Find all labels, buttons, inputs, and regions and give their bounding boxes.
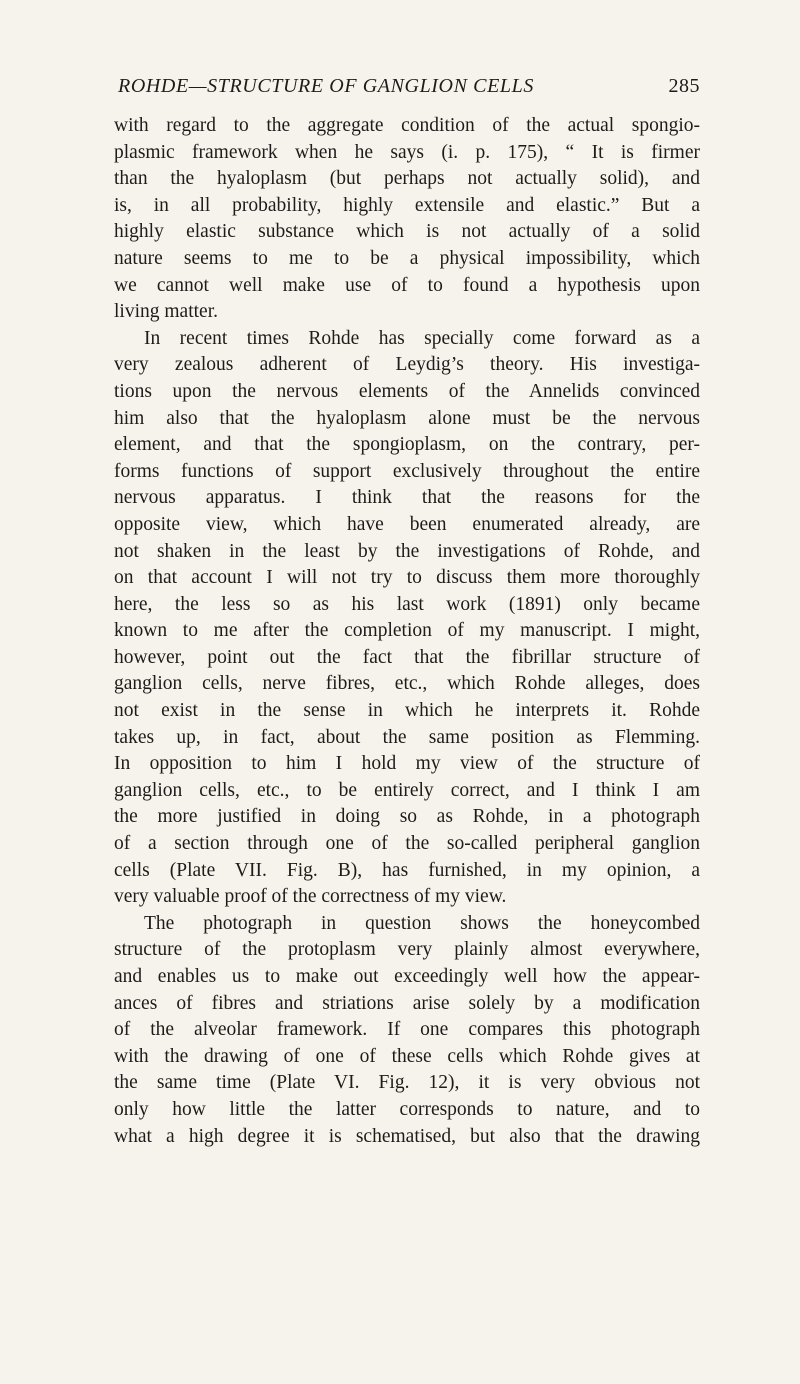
body-text (114, 113, 700, 1150)
text-line: of a section through one of the so-called peripheral ganglion (114, 833, 700, 855)
text-line: him also that the hyaloplasm alone must be the nervous (114, 407, 700, 429)
text-line: with the drawing of one of these cells which Rohde gives at (114, 1045, 700, 1067)
text-line: ganglion cells, etc., to be entirely correct, and I think I am (114, 779, 700, 801)
text-line: living matter. (114, 301, 218, 323)
text-line: here, the less so as his last work (1891) only became (114, 593, 700, 615)
text-line: of the alveolar framework. If one compares this photograph (114, 1019, 700, 1041)
text-line: known to me after the completion of my manuscript. I might, (114, 620, 700, 642)
text-line: on that account I will not try to discuss them more thoroughly (114, 567, 700, 589)
text-line: we cannot well make use of to found a hypothesis upon (114, 274, 700, 296)
text-line: the more justified in doing so as Rohde, in a photograph (114, 806, 700, 828)
text-line: nervous apparatus. I think that the reasons for the (114, 487, 700, 509)
text-line: than the hyaloplasm (but perhaps not actually solid), and (114, 168, 700, 190)
text-line: highly elastic substance which is not actually of a solid (114, 221, 700, 243)
text-line: The photograph in question shows the honeycombed (144, 912, 700, 934)
text-line: not exist in the sense in which he interprets it. Rohde (114, 700, 700, 722)
text-line: In recent times Rohde has specially come forward as a (144, 327, 700, 349)
text-line: what a high degree it is schematised, but also that the drawing (114, 1125, 700, 1147)
text-line: however, point out the fact that the fibrillar structure of (114, 646, 700, 668)
text-line: only how little the latter corresponds to nature, and to (114, 1098, 700, 1120)
running-title: ROHDE—STRUCTURE OF GANGLION CELLS (118, 75, 534, 97)
book-page (114, 75, 700, 1150)
text-line: very valuable proof of the correctness of my view. (114, 886, 507, 908)
text-line: and enables us to make out exceedingly well how the appear- (114, 966, 700, 987)
text-line: ganglion cells, nerve fibres, etc., which Rohde alleges, does (114, 673, 700, 695)
page-number: 285 (668, 75, 700, 97)
text-line: ances of fibres and striations arise solely by a modification (114, 992, 700, 1014)
text-line: the same time (Plate VI. Fig. 12), it is very obvious not (114, 1072, 700, 1094)
text-line: opposite view, which have been enumerated already, are (114, 513, 700, 535)
text-line: plasmic framework when he says (i. p. 175), “ It is firmer (114, 141, 700, 163)
text-line: very zealous adherent of Leydig’s theory. His investiga- (114, 354, 700, 376)
text-line: is, in all probability, highly extensile and elastic.” But a (114, 194, 700, 216)
text-line: not shaken in the least by the investigations of Rohde, and (114, 540, 700, 562)
text-line: forms functions of support exclusively throughout the entire (114, 460, 700, 482)
text-line: with regard to the aggregate condition of the actual spongio- (114, 115, 700, 136)
text-line: nature seems to me to be a physical impossibility, which (114, 247, 700, 269)
text-line: element, and that the spongioplasm, on the contrary, per- (114, 434, 700, 456)
text-line: In opposition to him I hold my view of the structure of (114, 753, 700, 775)
text-line: structure of the protoplasm very plainly almost everywhere, (114, 939, 700, 961)
text-line: cells (Plate VII. Fig. B), has furnished, in my opinion, a (114, 859, 700, 881)
text-line: takes up, in fact, about the same position as Flemming. (114, 726, 700, 748)
text-line: tions upon the nervous elements of the Annelids convinced (114, 380, 700, 402)
running-head (114, 75, 700, 101)
